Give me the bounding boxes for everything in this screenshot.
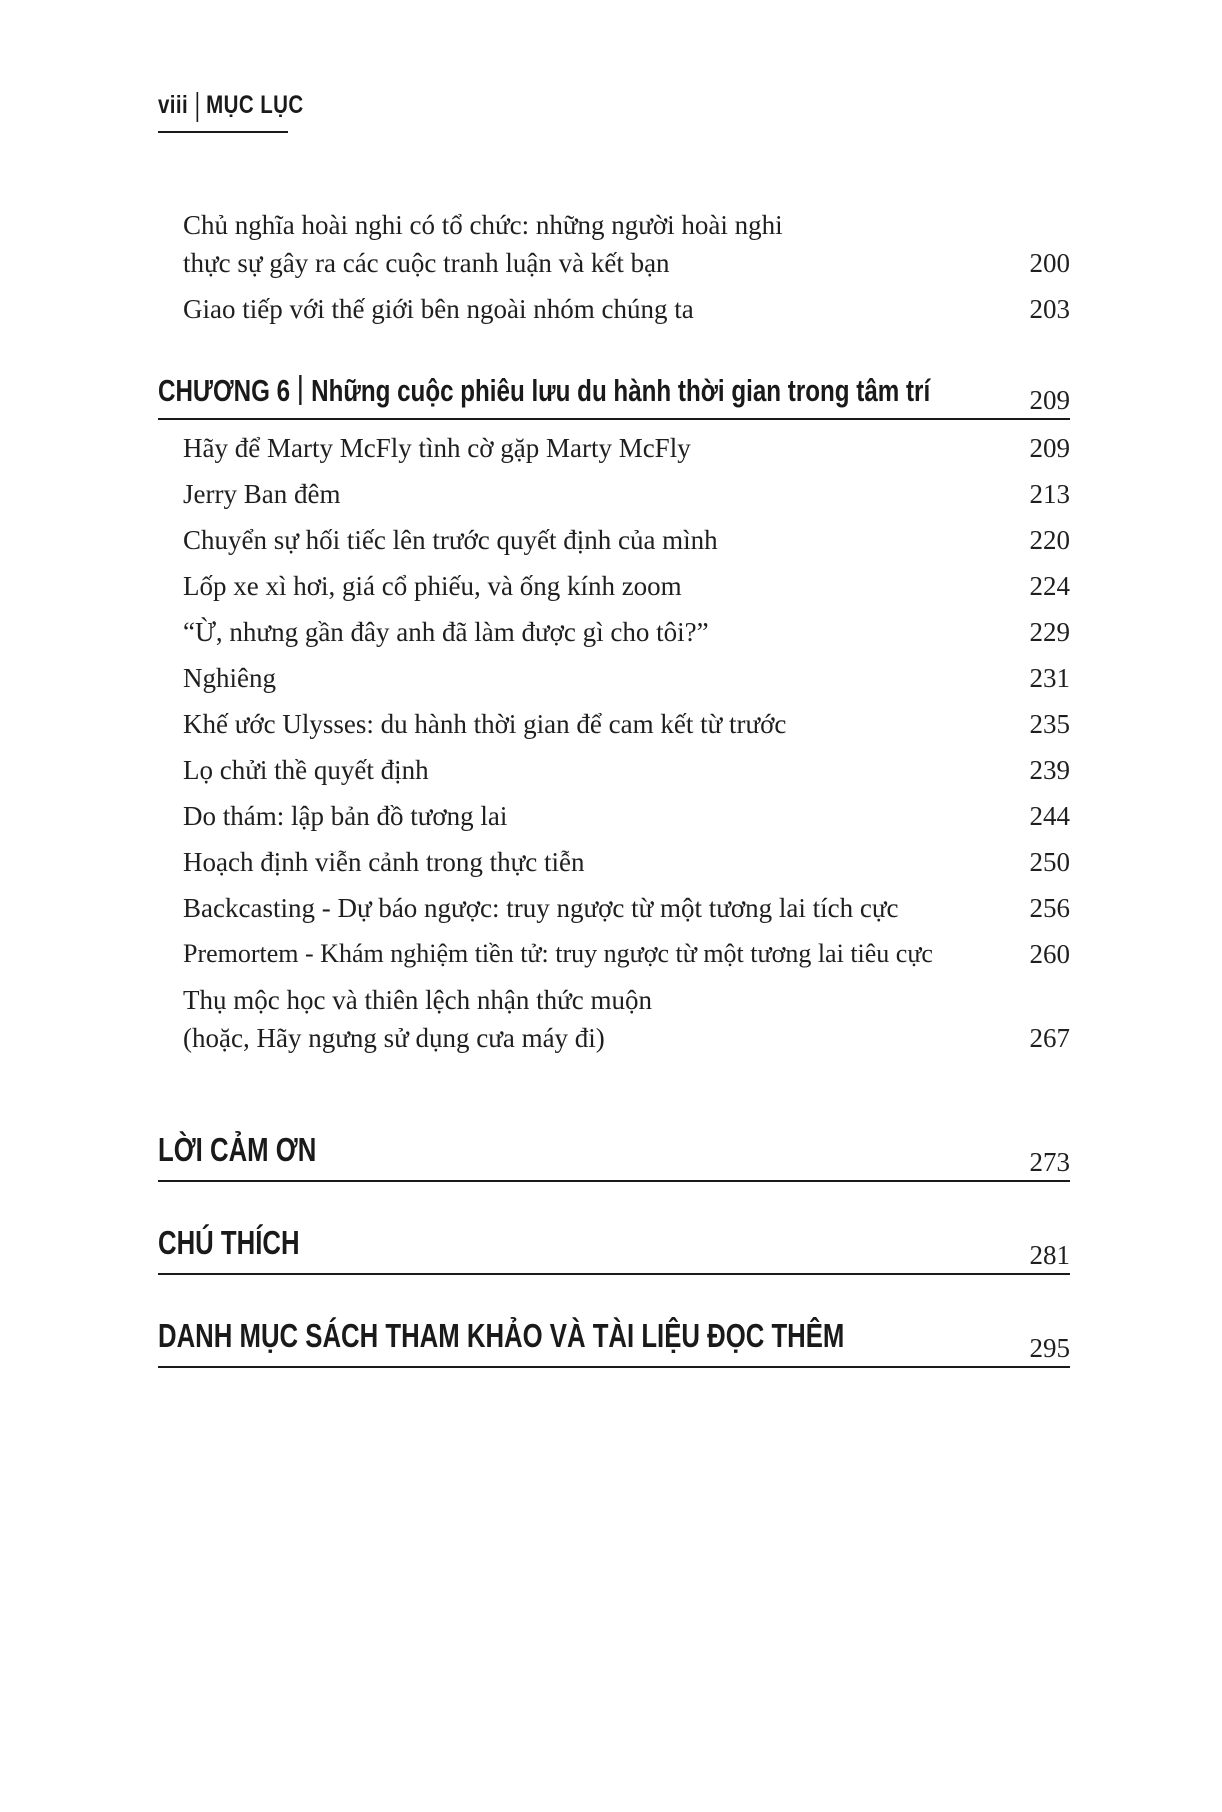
toc-entry-title: Nghiêng xyxy=(183,663,276,693)
toc-entry-title: “Ừ, nhưng gần đây anh đã làm được gì cho tôi?” xyxy=(183,617,709,647)
toc-entry[interactable] xyxy=(183,613,1070,651)
toc-entry-title: Premortem - Khám nghiệm tiền tử: truy ngược từ một tương lai tiêu cực xyxy=(183,939,933,968)
section-page: 281 xyxy=(1029,1240,1070,1270)
toc-entry-page: 200 xyxy=(1029,248,1070,278)
toc-entry-page: 256 xyxy=(1029,893,1070,923)
chapter-title: Những cuộc phiêu lưu du hành thời gian trong tâm trí xyxy=(311,373,931,408)
toc-entry-line: Thụ mộc học và thiên lệch nhận thức muộn xyxy=(183,985,653,1015)
toc-entry-title: Chuyển sự hối tiếc lên trước quyết định của mình xyxy=(183,525,718,555)
toc-entry-title: Lọ chửi thề quyết định xyxy=(183,755,429,785)
toc-entry-page: 224 xyxy=(1029,571,1070,601)
toc-entry-title: Lốp xe xì hơi, giá cổ phiếu, và ống kính zoom xyxy=(183,571,682,601)
toc-entry-line: thực sự gây ra các cuộc tranh luận và kết bạn xyxy=(183,248,670,278)
toc-entry-page: 229 xyxy=(1029,617,1070,647)
section-page: 295 xyxy=(1029,1333,1070,1363)
chapter-6-heading[interactable] xyxy=(158,372,1070,420)
header-section-title: MỤC LỤC xyxy=(206,91,304,119)
toc-entry-title: Do thám: lập bản đồ tương lai xyxy=(183,801,508,831)
toc-entry-page: 239 xyxy=(1029,755,1070,785)
running-header xyxy=(158,92,304,118)
toc-entry-title: Jerry Ban đêm xyxy=(183,479,341,509)
toc-entry-page: 267 xyxy=(1029,1023,1070,1053)
toc-entry[interactable] xyxy=(183,935,1070,973)
toc-entry[interactable] xyxy=(183,206,1070,282)
toc-entry-title: Hoạch định viễn cảnh trong thực tiễn xyxy=(183,847,585,877)
toc-entry-title: Hãy để Marty McFly tình cờ gặp Marty McFly xyxy=(183,433,691,463)
section-heading-text: LỜI CẢM ƠN xyxy=(158,1131,317,1168)
header-separator xyxy=(196,92,198,122)
toc-entry[interactable] xyxy=(183,797,1070,835)
toc-entry-title: Khế ước Ulysses: du hành thời gian để cam kết từ trước xyxy=(183,709,787,739)
toc-entry[interactable] xyxy=(183,290,1070,328)
toc-entry-page: 260 xyxy=(1029,939,1070,969)
toc-entry-page: 250 xyxy=(1029,847,1070,877)
toc-entry-page: 213 xyxy=(1029,479,1070,509)
toc-entry[interactable] xyxy=(183,659,1070,697)
toc-entry-title: Backcasting - Dự báo ngược: truy ngược từ một tương lai tích cực xyxy=(183,893,899,923)
toc-entry[interactable] xyxy=(183,981,1070,1057)
toc-entry[interactable] xyxy=(183,475,1070,513)
toc-section-notes[interactable] xyxy=(158,1223,1070,1275)
toc-entry-page: 244 xyxy=(1029,801,1070,831)
toc-section-acknowledgements[interactable] xyxy=(158,1130,1070,1182)
toc-entry[interactable] xyxy=(183,843,1070,881)
toc-entry-line: (hoặc, Hãy ngưng sử dụng cưa máy đi) xyxy=(183,1023,605,1053)
chapter-separator xyxy=(299,375,301,405)
toc-entry[interactable] xyxy=(183,521,1070,559)
toc-entry-page: 231 xyxy=(1029,663,1070,693)
toc-entry[interactable] xyxy=(183,429,1070,467)
toc-entry-page: 235 xyxy=(1029,709,1070,739)
toc-entry-page: 220 xyxy=(1029,525,1070,555)
toc-entry[interactable] xyxy=(183,751,1070,789)
header-underline xyxy=(158,131,288,133)
toc-entry[interactable] xyxy=(183,889,1070,927)
section-heading-text: DANH MỤC SÁCH THAM KHẢO VÀ TÀI LIỆU ĐỌC THÊM xyxy=(158,1317,845,1354)
section-page: 273 xyxy=(1029,1147,1070,1177)
toc-entry-title xyxy=(183,981,1003,1057)
toc-entry[interactable] xyxy=(183,567,1070,605)
chapter-heading-text xyxy=(158,372,930,409)
toc-entry-page: 209 xyxy=(1029,433,1070,463)
chapter-page: 209 xyxy=(1029,385,1070,415)
toc-entry-title xyxy=(183,206,1003,282)
toc-entry-page: 203 xyxy=(1029,294,1070,324)
section-heading-text: CHÚ THÍCH xyxy=(158,1224,300,1261)
toc-entry-line: Chủ nghĩa hoài nghi có tổ chức: những người hoài nghi xyxy=(183,210,783,240)
header-page-number: viii xyxy=(158,91,189,119)
toc-entry-title: Giao tiếp với thế giới bên ngoài nhóm chúng ta xyxy=(183,294,694,324)
chapter-label: CHƯƠNG 6 xyxy=(158,373,291,408)
toc-entry[interactable] xyxy=(183,705,1070,743)
toc-section-bibliography[interactable] xyxy=(158,1316,1070,1368)
